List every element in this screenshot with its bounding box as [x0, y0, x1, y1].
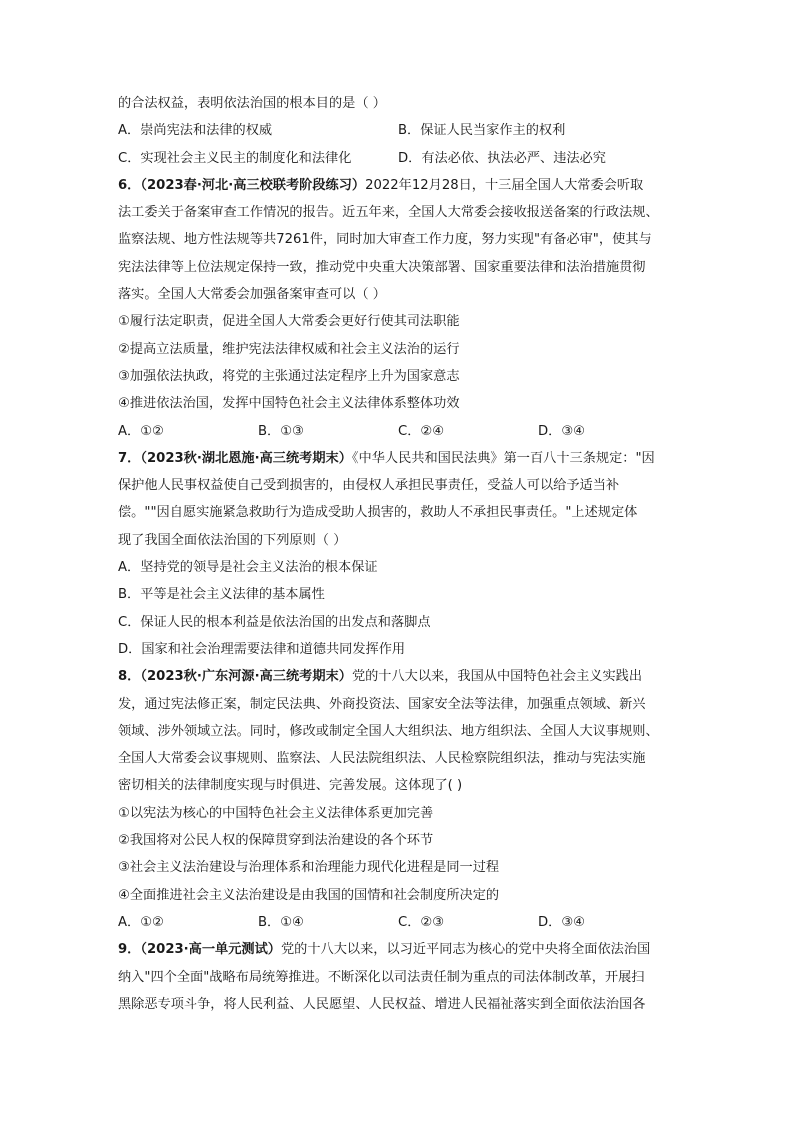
q9-stem-line-1: [118, 936, 678, 963]
q7-option-b[interactable]: B．平等是社会主义法律的基本属性: [118, 587, 325, 603]
q5-stem-tail: 的合法权益，表明依法治国的根本目的是（ ）: [118, 96, 386, 111]
q9-stem-line-3: 黑除恶专项斗争，将人民利益、人民愿望、人民权益、增进人民福祉落实到全面依法治国各: [118, 996, 646, 1012]
q6-item-2: ②提高立法质量，维护宪法法律权威和社会主义法治的运行: [118, 341, 460, 357]
q6-item-3: ③加强依法执政，将党的主张通过法定程序上升为国家意志: [118, 368, 460, 384]
q7-option-c[interactable]: C．保证人民的根本利益是依法治国的出发点和落脚点: [118, 614, 431, 630]
q7-stem-start: 《中华人民共和国民法典》第一百八十三条规定："因: [351, 450, 655, 466]
q8-stem-start: 党的十八大以来，我国从中国特色社会主义实践出: [351, 669, 643, 685]
page-content: [118, 90, 678, 1018]
q6-options: [118, 418, 678, 445]
q6-stem-line-5: 落实。全国人大常委会加强备案审查可以（ ）: [118, 287, 386, 303]
q6-stem-line-4: 宪法法律等上位法规定保持一致，推动党中央重大决策部署、国家重要法律和法治措施贯彻: [118, 259, 646, 275]
q7-option-d[interactable]: D．国家和社会治理需要法律和道德共同发挥作用: [118, 641, 406, 657]
q6-stem-line-1: [118, 172, 678, 199]
q8-options: [118, 909, 678, 936]
q8-stem-line-4: 全国人大常委会议事规则、监察法、人民法院组织法、人民检察院组织法，推动与宪法实施: [118, 751, 646, 767]
q6-item-4: ④推进依法治国，发挥中国特色社会主义法律体系整体功效: [118, 396, 460, 412]
q9-stem-line-2: 纳入"四个全面"战略布局统筹推进。不断深化以司法责任制为重点的司法体制改革，开展扫: [118, 969, 645, 985]
q8-stem-line-2: 发，通过宪法修正案，制定民法典、外商投资法、国家安全法等法律，加强重点领域、新兴: [118, 696, 646, 712]
q8-option-c[interactable]: C．②③: [398, 914, 445, 930]
q9-source: （2023·高一单元测试）: [140, 942, 281, 958]
q6-item-1: ①履行法定职责，促进全国人大常委会更好行使其司法职能: [118, 314, 460, 330]
q9-number: 9．: [118, 942, 141, 958]
q5-option-b[interactable]: B．保证人民当家作主的权利: [398, 123, 566, 139]
q8-number: 8．: [118, 669, 141, 685]
q6-stem-line-3: 监察法规、地方性法规等共7261件，同时加大审查工作力度，努力实现"有备必审"，使其与: [118, 232, 652, 248]
q7-number: 7．: [118, 450, 141, 466]
q8-option-b[interactable]: B．①④: [258, 914, 304, 930]
q6-option-c[interactable]: C．②④: [398, 423, 445, 439]
q6-option-a[interactable]: A．①②: [118, 423, 164, 439]
q5-option-a[interactable]: A．崇尚宪法和法律的权威: [118, 123, 273, 139]
q5-option-c[interactable]: C．实现社会主义民主的制度化和法律化: [118, 150, 352, 166]
q6-source: （2023春·河北·高三校联考阶段练习）: [140, 177, 366, 193]
q5-options-row-2: [118, 145, 678, 172]
q6-stem-line-2: 法工委关于备案审查工作情况的报告。近五年来，全国人大常委会接收报送备案的行政法规、: [118, 205, 659, 221]
q8-item-2: ②我国将对公民人权的保障贯穿到法治建设的各个环节: [118, 833, 434, 849]
q8-stem-line-1: [118, 663, 678, 690]
q8-item-1: ①以宪法为核心的中国特色社会主义法律体系更加完善: [118, 805, 434, 821]
q6-option-d[interactable]: D．③④: [538, 423, 585, 439]
q6-stem-start: 2022年12月28日，十三届全国人大常委会听取: [365, 177, 644, 193]
q7-stem-line-4: 现了我国全面依法治国的下列原则（ ）: [118, 532, 347, 548]
q7-source: （2023秋·湖北恩施·高三统考期末）: [140, 450, 352, 466]
q8-stem-line-5: 密切相关的法律制度实现与时俱进、完善发展。这体现了( ): [118, 778, 463, 794]
q8-option-d[interactable]: D．③④: [538, 914, 585, 930]
q8-stem-line-3: 领域、涉外领域立法。同时，修改或制定全国人大组织法、地方组织法、全国人大议事规则、: [118, 723, 659, 739]
q7-stem-line-1: [118, 445, 678, 472]
q7-stem-line-2: 保护他人民事权益使自己受到损害的，由侵权人承担民事责任，受益人可以给予适当补: [118, 478, 620, 494]
q7-stem-line-3: 偿。""因自愿实施紧急救助行为造成受助人损害的，救助人不承担民事责任。"上述规定体: [118, 505, 638, 521]
q9-stem-start: 党的十八大以来，以习近平同志为核心的党中央将全面依法治国: [281, 942, 651, 958]
q7-option-a[interactable]: A．坚持党的领导是社会主义法治的根本保证: [118, 560, 378, 576]
q8-source: （2023秋·广东河源·高三统考期末）: [140, 669, 352, 685]
q8-item-4: ④全面推进社会主义法治建设是由我国的国情和社会制度所决定的: [118, 887, 500, 903]
q8-option-a[interactable]: A．①②: [118, 914, 164, 930]
q6-number: 6．: [118, 177, 141, 193]
q5-option-d[interactable]: D．有法必依、执法必严、违法必究: [398, 150, 606, 166]
q8-item-3: ③社会主义法治建设与治理体系和治理能力现代化进程是同一过程: [118, 860, 500, 876]
q6-option-b[interactable]: B．①③: [258, 423, 304, 439]
q5-options-row-1: [118, 117, 678, 144]
